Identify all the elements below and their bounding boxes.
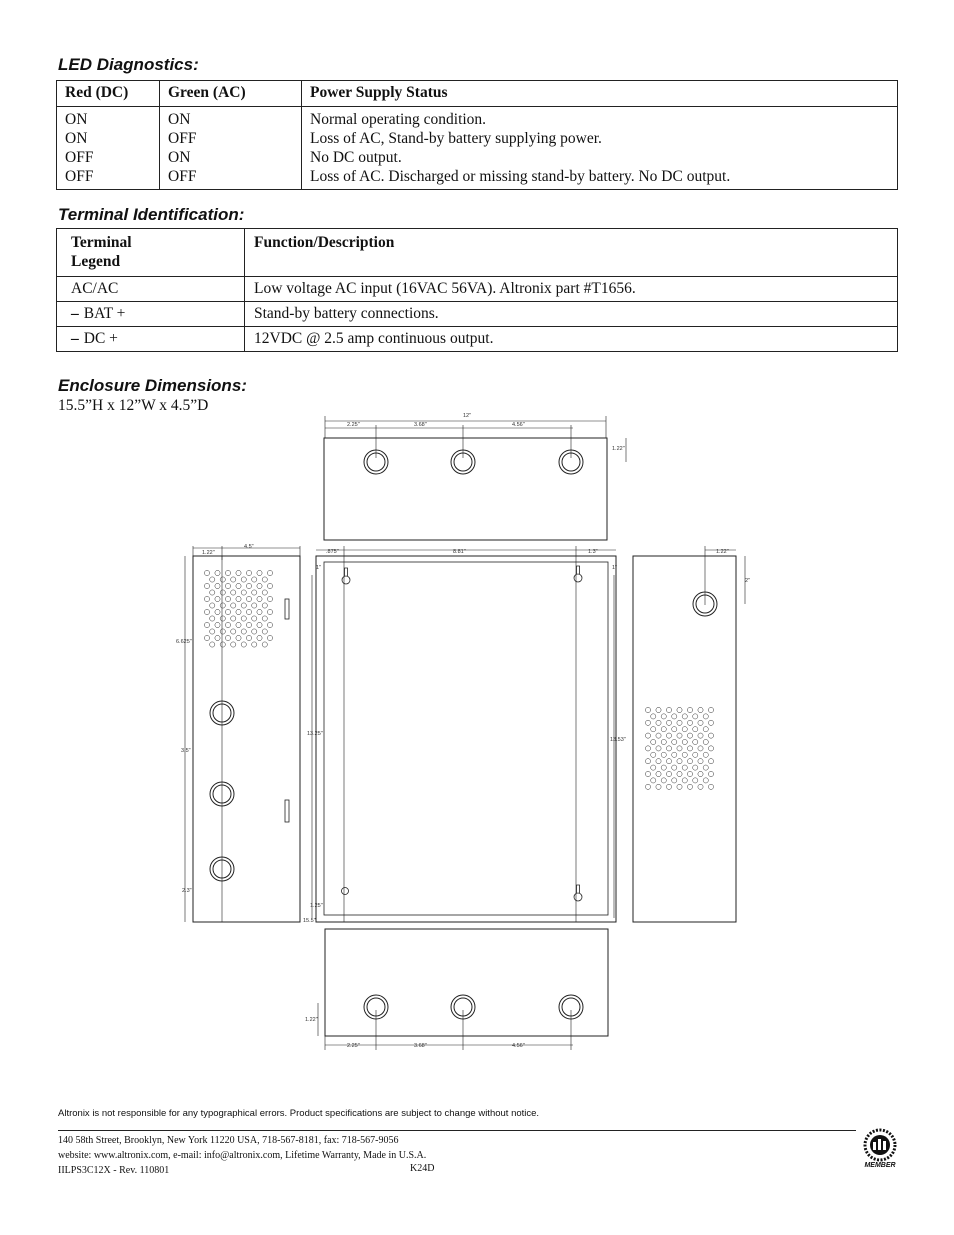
cell: OFF (168, 168, 197, 185)
dim-front-mid: 8.81" (453, 549, 466, 555)
vent-hole (687, 771, 692, 776)
vent-hole (677, 746, 682, 751)
vent-hole (220, 642, 225, 647)
vent-hole (246, 635, 251, 640)
led-diagnostics-heading: LED Diagnostics: (58, 55, 199, 74)
vent-hole (236, 583, 241, 588)
vent-hole (225, 570, 230, 575)
vent-hole (703, 765, 708, 770)
vent-hole (666, 746, 671, 751)
keyhole-mount (574, 574, 582, 582)
dim-bottom-right-v: 1.22" (305, 1017, 318, 1023)
vent-hole (215, 570, 220, 575)
vent-hole (257, 570, 262, 575)
vent-hole (656, 784, 661, 789)
vent-hole (651, 765, 656, 770)
vent-hole (204, 609, 209, 614)
keyhole-mount (574, 893, 582, 901)
vent-hole (267, 635, 272, 640)
vent-hole (693, 727, 698, 732)
vent-hole (241, 629, 246, 634)
vent-hole (693, 765, 698, 770)
vent-hole (220, 603, 225, 608)
vent-hole (677, 784, 682, 789)
vent-hole (656, 771, 661, 776)
cell: OFF (168, 130, 197, 147)
vent-hole (645, 784, 650, 789)
vent-hole (215, 609, 220, 614)
dim-front-height-r: 13.53" (610, 737, 626, 743)
function-cell: Low voltage AC input (16VAC 56VA). Altronix part #T1656. (245, 277, 898, 302)
vent-hole (661, 739, 666, 744)
vent-hole (252, 616, 257, 621)
vent-hole (225, 609, 230, 614)
vent-hole (262, 616, 267, 621)
vent-hole (210, 629, 215, 634)
vent-hole (651, 714, 656, 719)
cell: ON (168, 111, 191, 128)
vent-hole (656, 746, 661, 751)
footer-address: 140 58th Street, Brooklyn, New York 11220 USA, 718-567-8181, fax: 718-567-9056 (58, 1135, 399, 1146)
vent-hole (661, 714, 666, 719)
vent-hole (693, 752, 698, 757)
member-logo (862, 1128, 898, 1174)
vent-hole (682, 778, 687, 783)
dim-front-left: .875" (326, 549, 339, 555)
vent-hole (231, 642, 236, 647)
vent-hole (204, 596, 209, 601)
vent-hole (661, 727, 666, 732)
vent-hole (231, 616, 236, 621)
vent-hole (687, 759, 692, 764)
vent-hole (682, 739, 687, 744)
vent-hole (651, 778, 656, 783)
cell: Normal operating condition. (310, 111, 487, 128)
vent-hole (267, 622, 272, 627)
vent-hole (252, 590, 257, 595)
vent-hole (651, 739, 656, 744)
dim-right-top: 1.22" (716, 549, 729, 555)
vent-hole (666, 707, 671, 712)
vent-hole (703, 714, 708, 719)
vent-hole (682, 727, 687, 732)
vent-hole (682, 752, 687, 757)
vent-hole (246, 583, 251, 588)
vent-hole (708, 771, 713, 776)
vent-hole (220, 629, 225, 634)
right-side-view-panel (633, 556, 736, 922)
vent-hole (262, 603, 267, 608)
vent-hole (252, 577, 257, 582)
keyhole-slot (345, 568, 348, 576)
vent-hole (687, 720, 692, 725)
vent-hole (682, 765, 687, 770)
dim-side-seg: 1.22" (202, 550, 215, 556)
vent-hole (703, 778, 708, 783)
vent-hole (246, 609, 251, 614)
vent-hole (703, 739, 708, 744)
vent-hole (252, 642, 257, 647)
vent-hole (257, 609, 262, 614)
vent-hole (687, 707, 692, 712)
vent-hole (656, 733, 661, 738)
vent-hole (204, 635, 209, 640)
vent-hole (703, 752, 708, 757)
dim-top-seg2: 3.68" (414, 422, 427, 428)
dim-top-seg3: 4.56" (512, 422, 525, 428)
dim-bottom-seg2: 3.68" (414, 1043, 427, 1049)
vent-hole (661, 778, 666, 783)
vent-hole (215, 596, 220, 601)
dim-side-width: 4.5" (244, 544, 254, 550)
vent-hole (267, 596, 272, 601)
dim-side-h1: 6.625" (176, 639, 192, 645)
header-red-dc: Red (DC) (57, 81, 160, 107)
vent-hole (267, 583, 272, 588)
vent-hole (645, 771, 650, 776)
vent-hole (236, 596, 241, 601)
enclosure-dimensions-text: 15.5”H x 12”W x 4.5”D (58, 397, 209, 414)
vent-hole (220, 616, 225, 621)
vent-hole (666, 720, 671, 725)
footer-contact (58, 1133, 426, 1178)
vent-hole (236, 570, 241, 575)
header-line: Legend (71, 253, 121, 270)
vent-hole (210, 577, 215, 582)
dim-right-side: 2" (745, 578, 751, 584)
vent-hole (225, 583, 230, 588)
vent-hole (262, 590, 267, 595)
vent-hole (252, 629, 257, 634)
dim-side-h3: 2.3" (182, 888, 192, 894)
vent-hole (672, 752, 677, 757)
vent-hole (225, 622, 230, 627)
vent-hole (708, 746, 713, 751)
cell: ON (65, 111, 88, 128)
legend-text: BAT + (83, 305, 126, 322)
vent-hole (241, 642, 246, 647)
member-logo-text: MEMBER (864, 1162, 896, 1169)
vent-hole (645, 759, 650, 764)
vent-hole (687, 733, 692, 738)
vent-hole (672, 739, 677, 744)
vent-hole (677, 759, 682, 764)
vent-hole (241, 577, 246, 582)
cell: OFF (65, 168, 94, 185)
vent-hole (672, 765, 677, 770)
vent-hole (246, 596, 251, 601)
vent-hole (687, 746, 692, 751)
vent-hole (210, 603, 215, 608)
vent-hole (257, 596, 262, 601)
vent-hole (666, 784, 671, 789)
footer-website: website: www.altronix.com, e-mail: info@altronix.com, Lifetime Warranty, Made in U.S.A. (58, 1150, 427, 1161)
function-cell: Stand-by battery connections. (245, 302, 898, 327)
vent-hole (225, 596, 230, 601)
bottom-view-panel (325, 929, 608, 1036)
vent-hole (661, 752, 666, 757)
vent-hole (215, 622, 220, 627)
vent-hole (682, 714, 687, 719)
vent-hole (687, 784, 692, 789)
dim-bottom-seg1: 2.25" (347, 1043, 360, 1049)
cell: ON (65, 130, 88, 147)
vent-hole (241, 603, 246, 608)
cell: No DC output. (310, 149, 402, 166)
vent-hole (267, 570, 272, 575)
header-green-ac: Green (AC) (160, 81, 302, 107)
vent-hole (262, 629, 267, 634)
dim-front-height-l: 13.25" (307, 731, 323, 737)
vent-hole (666, 733, 671, 738)
vent-hole (231, 629, 236, 634)
vent-hole (693, 739, 698, 744)
footer-divider (58, 1130, 856, 1131)
vent-hole (693, 778, 698, 783)
vent-hole (698, 720, 703, 725)
vent-hole (661, 765, 666, 770)
vent-hole (215, 635, 220, 640)
keyhole-slot (577, 885, 580, 893)
vent-hole (246, 622, 251, 627)
vent-hole (262, 642, 267, 647)
vent-hole (257, 622, 262, 627)
vent-hole (677, 771, 682, 776)
front-view-panel (316, 556, 616, 922)
vent-hole (708, 707, 713, 712)
vent-hole (210, 616, 215, 621)
header-power-supply-status: Power Supply Status (302, 81, 898, 107)
dim-top-overall: 12" (463, 413, 472, 419)
dim-front-top-small-r: 1" (612, 565, 618, 571)
enclosure-dimensions-heading: Enclosure Dimensions: (58, 376, 247, 395)
cell: Loss of AC. Discharged or missing stand-by battery. No DC output. (310, 168, 731, 185)
dim-side-h2: 3.5" (181, 748, 191, 754)
vent-hole (708, 720, 713, 725)
vent-hole (666, 771, 671, 776)
vent-hole (645, 707, 650, 712)
vent-hole (703, 727, 708, 732)
disclaimer-text: Altronix is not responsible for any typographical errors. Product specifications are subject to change without notice. (58, 1108, 540, 1119)
vent-hole (236, 609, 241, 614)
vent-hole (220, 590, 225, 595)
vent-hole (231, 590, 236, 595)
vent-hole (267, 609, 272, 614)
vent-hole (677, 707, 682, 712)
vent-hole (210, 642, 215, 647)
vent-hole (708, 759, 713, 764)
vent-hole (672, 727, 677, 732)
vent-hole (210, 590, 215, 595)
vent-hole (693, 714, 698, 719)
vent-hole (672, 714, 677, 719)
keyhole-mount (342, 576, 350, 584)
legend-text: DC + (83, 330, 118, 347)
vent-hole (651, 752, 656, 757)
footer-doc-id: IILPS3C12X - Rev. 110801 (58, 1165, 170, 1176)
vent-hole (698, 784, 703, 789)
legend-text: AC/AC (71, 280, 119, 297)
vent-hole (645, 720, 650, 725)
vent-hole (656, 707, 661, 712)
terminal-identification-heading: Terminal Identification: (58, 205, 245, 224)
vent-hole (656, 720, 661, 725)
header-line: Terminal (71, 234, 132, 251)
vent-hole (645, 733, 650, 738)
dim-front-total: 15.5" (303, 918, 316, 924)
vent-hole (651, 727, 656, 732)
vent-hole (225, 635, 230, 640)
vent-hole (257, 635, 262, 640)
vent-hole (645, 746, 650, 751)
vent-hole (236, 622, 241, 627)
vent-hole (677, 720, 682, 725)
footer-code: K24D (410, 1163, 435, 1174)
vent-hole (215, 583, 220, 588)
vent-hole (666, 759, 671, 764)
header-function-description: Function/Description (245, 229, 898, 277)
vent-hole (262, 577, 267, 582)
vent-hole (698, 759, 703, 764)
vent-hole (708, 784, 713, 789)
dim-top-seg1: 2.25" (347, 422, 360, 428)
vent-hole (204, 570, 209, 575)
mount-hole (342, 888, 349, 895)
dim-front-right: 1.3" (588, 549, 598, 555)
cell: OFF (65, 149, 94, 166)
cell: ON (168, 149, 191, 166)
minus-sign: – (71, 305, 79, 322)
keyhole-slot (577, 566, 580, 574)
member-seal-icon (862, 1128, 898, 1162)
dim-front-top-small: 1" (316, 565, 322, 571)
vent-hole (257, 583, 262, 588)
dim-front-bottom: 1.25" (310, 903, 323, 909)
cell: Loss of AC, Stand-by battery supplying power. (310, 130, 602, 147)
vent-hole (698, 746, 703, 751)
dim-bottom-seg3: 4.56" (512, 1043, 525, 1049)
function-cell: 12VDC @ 2.5 amp continuous output. (245, 327, 898, 352)
vent-hole (698, 771, 703, 776)
vent-hole (241, 590, 246, 595)
vent-hole (231, 577, 236, 582)
minus-sign: – (71, 330, 79, 347)
vent-hole (236, 635, 241, 640)
dim-top-right: 1.22" (612, 446, 625, 452)
vent-hole (246, 570, 251, 575)
vent-hole (220, 577, 225, 582)
vent-hole (672, 778, 677, 783)
vent-hole (677, 733, 682, 738)
vent-hole (241, 616, 246, 621)
vent-hole (204, 583, 209, 588)
vent-hole (231, 603, 236, 608)
vent-hole (698, 707, 703, 712)
vent-hole (656, 759, 661, 764)
vent-hole (708, 733, 713, 738)
vent-hole (698, 733, 703, 738)
vent-hole (252, 603, 257, 608)
vent-hole (204, 622, 209, 627)
